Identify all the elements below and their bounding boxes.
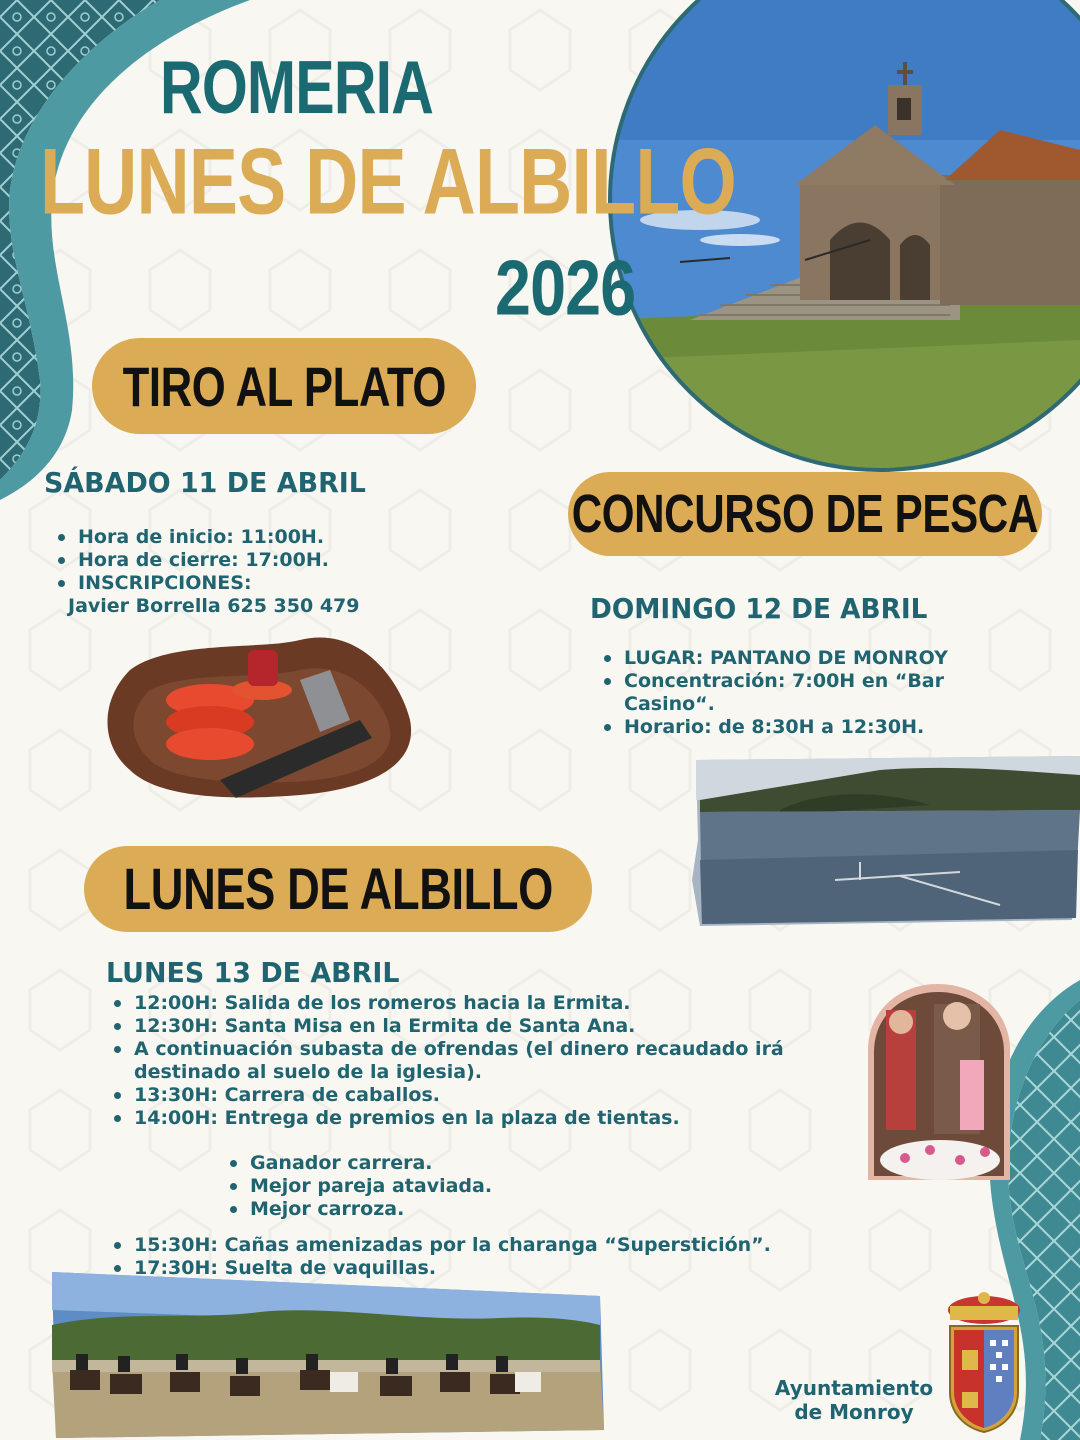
lunes-de-albillo-label: LUNES DE ALBILLO <box>123 856 553 922</box>
title-romeria: ROMERIA <box>160 45 434 130</box>
lunes-schedule-list <box>108 992 868 1130</box>
saints-photo <box>868 984 1010 1180</box>
lunes-de-albillo-banner <box>84 846 592 932</box>
list-item: A continuación subasta de ofrendas (el dinero recaudado irá destinado al suelo de la iglesia). <box>108 1038 848 1084</box>
pesca-day-heading: DOMINGO 12 DE ABRIL <box>590 592 928 625</box>
list-item: 14:00H: Entrega de premios en la plaza de tientas. <box>108 1107 868 1130</box>
list-item: Concentración: 7:00H en “Bar Casino“. <box>598 670 998 716</box>
tiro-day-heading: SÁBADO 11 DE ABRIL <box>44 466 366 499</box>
reservoir-photo <box>692 756 1080 926</box>
list-item: Ganador carrera. <box>224 1152 644 1175</box>
list-item: Hora de cierre: 17:00H. <box>52 549 472 572</box>
concurso-de-pesca-banner <box>568 472 1042 556</box>
lunes-day-heading: LUNES 13 DE ABRIL <box>106 956 400 989</box>
concurso-de-pesca-label: CONCURSO DE PESCA <box>571 484 1039 544</box>
list-item: 12:00H: Salida de los romeros hacia la Ermita. <box>108 992 868 1015</box>
title-year: 2026 <box>495 244 636 332</box>
title-lunes-de-albillo: LUNES DE ALBILLO <box>40 129 736 234</box>
ayuntamiento-line2: de Monroy <box>794 1400 914 1424</box>
list-item: Mejor pareja ataviada. <box>224 1175 644 1198</box>
ayuntamiento-line1: Ayuntamiento <box>774 1376 934 1400</box>
list-item: Horario: de 8:30H a 12:30H. <box>598 716 1018 739</box>
list-item: 12:30H: Santa Misa en la Ermita de Santa Ana. <box>108 1015 868 1038</box>
tiro-al-plato-label: TIRO AL PLATO <box>122 354 446 418</box>
lunes-schedule-list-continued <box>108 1234 908 1280</box>
list-item: 13:30H: Carrera de caballos. <box>108 1084 868 1107</box>
pesca-details-list <box>598 647 1018 739</box>
list-item: Mejor carroza. <box>224 1198 644 1221</box>
clay-pigeons-photo <box>108 637 412 798</box>
list-item: LUGAR: PANTANO DE MONROY <box>598 647 1018 670</box>
prizes-list <box>224 1152 644 1221</box>
list-item: Hora de inicio: 11:00H. <box>52 526 472 549</box>
list-item: 17:30H: Suelta de vaquillas. <box>108 1257 908 1280</box>
list-item: INSCRIPCIONES: <box>52 572 472 595</box>
list-item: 15:30H: Cañas amenizadas por la charanga “Superstición”. <box>108 1234 908 1257</box>
tiro-al-plato-banner <box>92 338 476 434</box>
inscription-contact: Javier Borrella 625 350 479 <box>68 595 360 617</box>
ayuntamiento-credit <box>742 1376 966 1424</box>
horses-photo <box>52 1272 604 1438</box>
tiro-details-list <box>52 526 472 618</box>
